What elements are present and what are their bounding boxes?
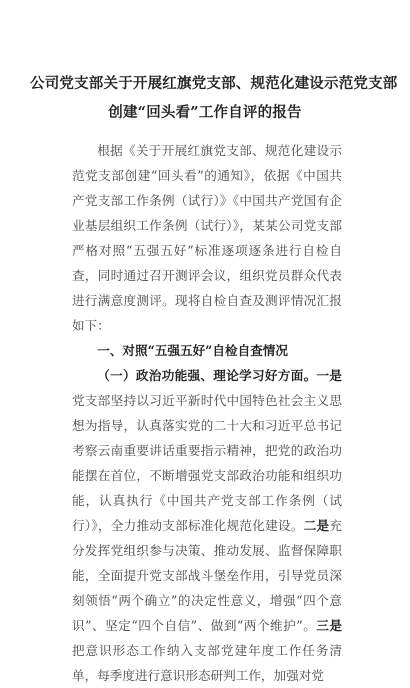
subsection-heading-1: （一）政治功能强、理论学习好方面。 xyxy=(97,368,317,383)
point-marker-1: 一是 xyxy=(316,368,343,383)
point-marker-3: 三是 xyxy=(316,618,342,633)
document-body xyxy=(72,138,342,688)
point-text-1: 党支部坚持以习近平新时代中国特色社会主义思想为指导，认真落实党的二十大和习近平总书记考察云南重要讲话重要指示精神，把党的政治功能摆在首位，不断增强党支部政治功能和组织功能，认真执行《中国共产党支部工作条例（试行）》，全力推动支部标准化规范化建设。 xyxy=(72,393,342,533)
point-text-2: 充分发挥党组织参与决策、推动发展、监督保障职能，全面提升党支部战斗堡垒作用，引导党员深刻领悟“两个确立”的决定性意义，增强“四个意识”、坚定“四个自信”、做到“两个维护”。 xyxy=(72,518,342,633)
document-title-line-1: 公司党支部关于开展红旗党支部、规范化建设示范党支部 xyxy=(30,75,398,92)
section-heading-1: 一、对照“五强五好”自检自查情况 xyxy=(97,343,288,358)
section-1-paragraph xyxy=(72,363,342,688)
point-marker-2: 二是 xyxy=(303,518,330,533)
intro-paragraph: 根据《关于开展红旗党支部、规范化建设示范党支部创建“回头看”的通知》，依据《中国共产党支部工作条例（试行）》《中国共产党国有企业基层组织工作条例（试行）》，某某公司党支部严格对照“五强五好”标准逐项逐条进行自检自查，同时通过召开测评会议，组织党员群众代表进行满意度测评。现将自检自查及测评情况汇报如下： xyxy=(72,143,342,333)
point-text-3: 把意识形态工作纳入支部党建年度工作任务清单，每季度进行意识形态研判工作，加强对党 xyxy=(72,643,342,683)
document-title-line-2: 创建“回头看”工作自评的报告 xyxy=(108,104,302,121)
